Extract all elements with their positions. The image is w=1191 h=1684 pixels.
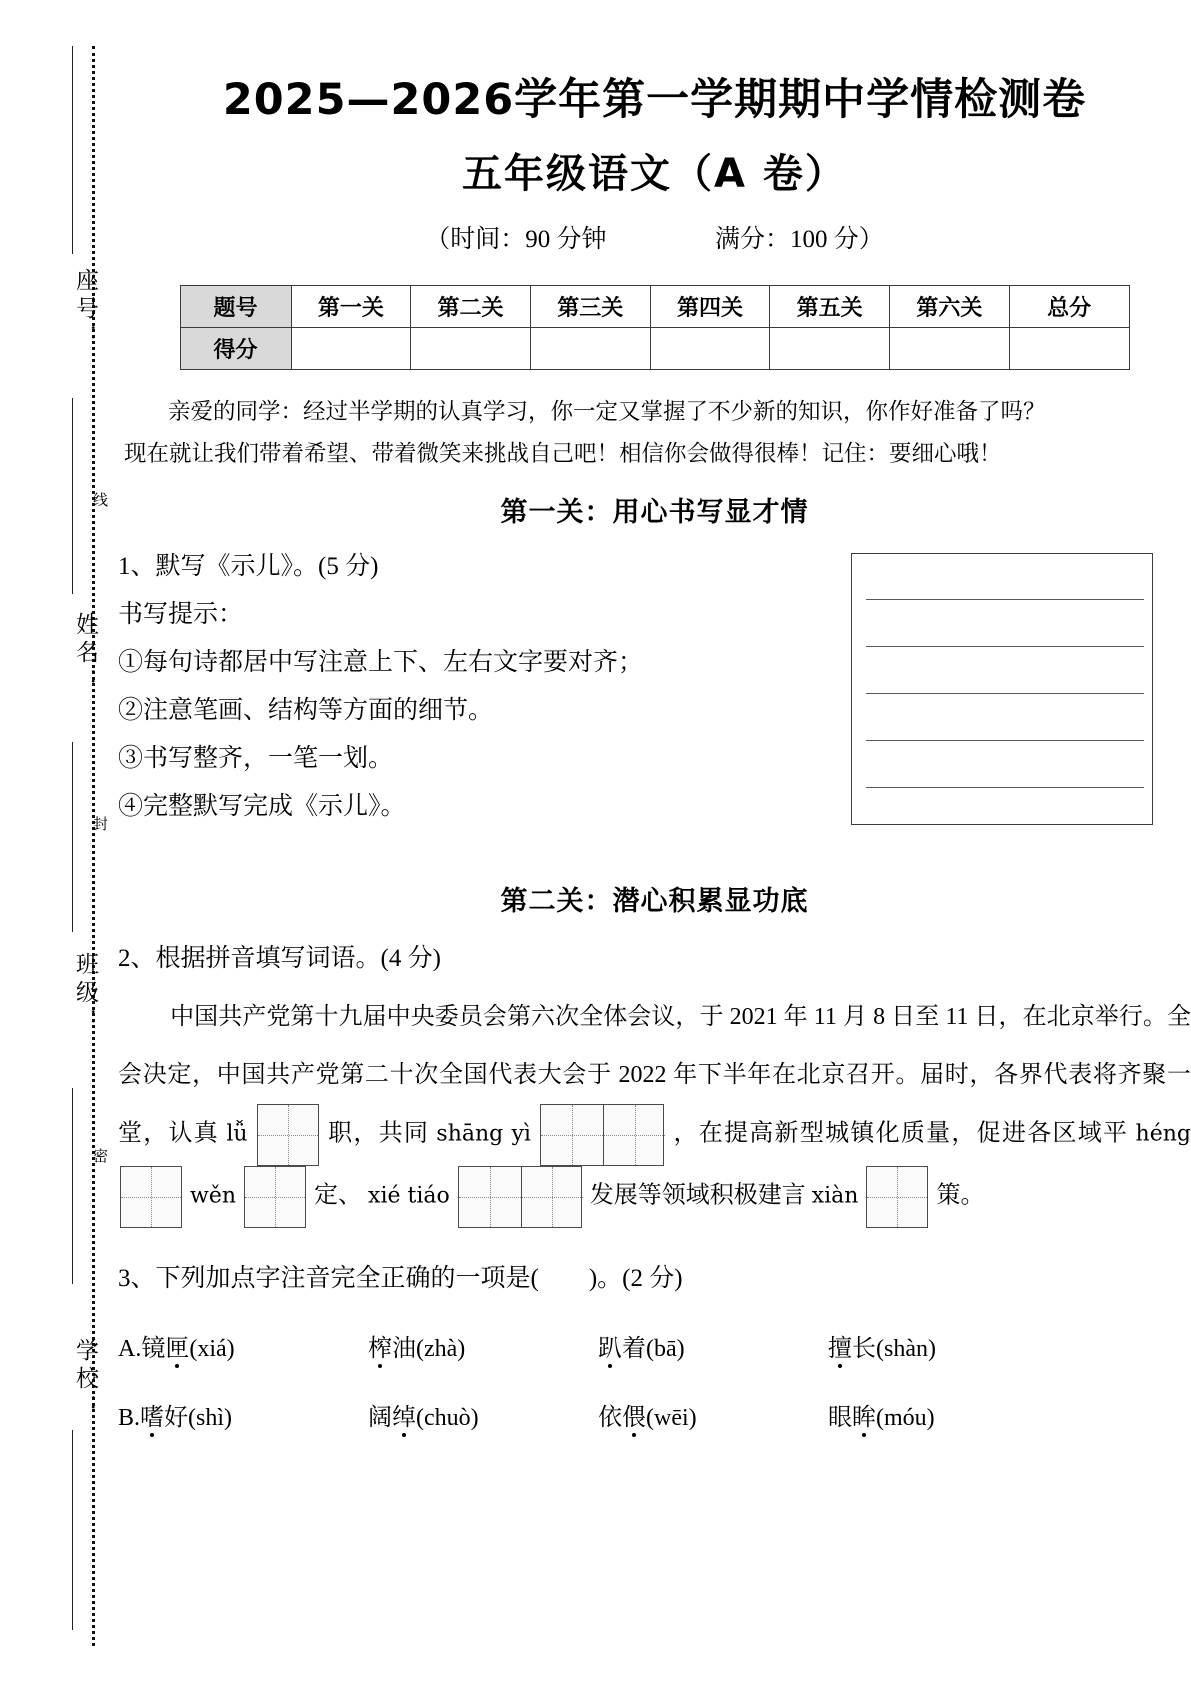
seal-label-school: 学校： [73, 1338, 98, 1422]
option-b-item-4 [828, 1397, 1058, 1432]
question-1-block [118, 543, 1191, 843]
score-table [180, 285, 1130, 370]
option-a-item-4 [828, 1328, 1058, 1363]
pinyin-wen: wěn [190, 1183, 237, 1209]
intro-paragraph [124, 392, 1183, 475]
exam-total-score: 满分：100 分） [715, 226, 884, 254]
option-letter-and-item [118, 1328, 368, 1363]
table-row [180, 286, 1129, 328]
option-a-item-2-dotted-char: 榨 [368, 1328, 392, 1363]
answer-writing-box[interactable] [851, 553, 1153, 825]
exam-title: 2025—2026学年第一学期期中学情检测卷 [222, 75, 1087, 125]
exam-sheet [118, 0, 1191, 1684]
exam-duration: （时间：90 分钟 [425, 226, 607, 254]
option-b-item-1-dotted-char: 嗜 [140, 1397, 164, 1432]
score-table-cell: 第六关 [890, 286, 1010, 328]
score-table-cell: 第二关 [411, 286, 531, 328]
writing-rule-line [866, 646, 1144, 647]
option-letter-and-item [118, 1397, 368, 1432]
option-a-item-3 [598, 1328, 828, 1363]
passage-part-7: 策。 [936, 1182, 985, 1209]
pinyin-xian: xiàn [811, 1183, 859, 1209]
option-a-item-2-post: 油(zhà) [392, 1335, 466, 1362]
option-b-item-3 [598, 1397, 828, 1432]
writing-rule-line [866, 693, 1144, 694]
intro-line-2: 现在就让我们带着希望、带着微笑来挑战自己吧！相信你会做得很棒！记住：要细心哦！ [124, 441, 1002, 468]
score-table-cell: 第一关 [291, 286, 411, 328]
score-table-cell: 总分 [1009, 286, 1129, 328]
writing-hint-label: 书写提示： [118, 600, 244, 628]
grid-blank-6[interactable] [866, 1166, 928, 1228]
option-b-item-2-pre: 阔 [368, 1404, 392, 1431]
writing-rule-line [866, 787, 1144, 788]
option-a-item-4-post: 长(shàn) [852, 1335, 936, 1362]
writing-hint-4: ④完整默写完成《示儿》。 [118, 792, 406, 820]
option-b-item-3-pre: 依 [598, 1404, 622, 1431]
writing-hint-3: ③书写整齐，一笔一划。 [118, 744, 394, 772]
option-b-item-3-dotted-char: 偎 [622, 1397, 646, 1432]
question-2-passage [118, 988, 1191, 1228]
score-input-cell[interactable] [770, 328, 890, 370]
exam-meta [118, 219, 1191, 255]
score-table-cell: 第三关 [530, 286, 650, 328]
seal-mark-seal: 封 [91, 816, 107, 831]
seal-label-name: 姓名： [73, 612, 98, 696]
section-1-heading: 第一关：用心书写显才情 [500, 496, 809, 528]
score-input-cell[interactable] [530, 328, 650, 370]
option-b-item-2-dotted-char: 绰 [392, 1397, 416, 1432]
seal-mark-confidential: 密 [91, 1148, 107, 1163]
option-b-item-2 [368, 1397, 598, 1432]
table-row [180, 328, 1129, 370]
section-2-heading: 第二关：潜心积累显功底 [500, 885, 809, 917]
option-a-item-1-post: (xiá) [189, 1335, 235, 1362]
score-table-row-header: 题号 [180, 286, 291, 328]
pinyin-heng: héng [1135, 1121, 1191, 1147]
option-a-item-3-dotted-char: 趴 [598, 1328, 622, 1363]
option-b-item-4-pre: 眼 [828, 1404, 852, 1431]
option-a-item-2 [368, 1328, 598, 1363]
writing-hint-2: ②注意笔画、结构等方面的细节。 [118, 696, 494, 724]
option-b-item-3-post: (wēi) [646, 1404, 697, 1431]
seal-divider-line-3 [72, 742, 73, 932]
option-b-item-4-post: (móu) [876, 1404, 935, 1431]
question-1-text [118, 543, 718, 831]
option-b-item-2-post: (chuò) [416, 1404, 479, 1431]
score-table-row-header: 得分 [180, 328, 291, 370]
seal-label-seat-number: 座号： [73, 268, 98, 352]
option-a-item-3-post: 着(bā) [622, 1335, 685, 1362]
seal-divider-line-5 [72, 1430, 73, 1630]
seal-strip [0, 0, 118, 1684]
passage-part-6: 发展等领域积极建言 [589, 1182, 806, 1209]
score-input-cell[interactable] [890, 328, 1010, 370]
writing-rule-line [866, 599, 1144, 600]
seal-divider-line-4 [72, 1088, 73, 1284]
option-letter-a: A. [118, 1335, 142, 1362]
question-3-option-a[interactable] [118, 1328, 1191, 1363]
option-a-item-1-pre: 镜 [141, 1335, 166, 1362]
question-1-stem: 1、默写《示儿》。(5 分) [118, 552, 379, 580]
exam-subtitle: 五年级语文（A 卷） [462, 151, 847, 198]
score-table-cell: 第五关 [770, 286, 890, 328]
question-3-option-b[interactable] [118, 1397, 1191, 1432]
seal-label-class: 班级： [73, 952, 98, 1036]
option-a-item-4-dotted-char: 擅 [828, 1328, 852, 1363]
writing-hint-1: ①每句诗都居中写注意上下、左右文字要对齐； [118, 648, 644, 676]
score-input-cell[interactable] [291, 328, 411, 370]
seal-divider-line-1 [72, 46, 73, 254]
score-table-cell: 第四关 [650, 286, 770, 328]
seal-divider-line-2 [72, 398, 73, 594]
grid-blank-3[interactable] [120, 1166, 182, 1228]
passage-part-3: ，在提高新型城镇化质量，促进各区域平 [673, 1120, 1129, 1147]
pinyin-shangyi: shāng yì [436, 1121, 531, 1147]
question-3-stem: 3、下列加点字注音完全正确的一项是( )。(2 分) [118, 1264, 683, 1292]
question-2-stem: 2、根据拼音填写词语。(4 分) [118, 944, 441, 972]
seal-mark-line: 线 [91, 492, 107, 507]
writing-rule-line [866, 740, 1144, 741]
score-input-cell[interactable] [1009, 328, 1129, 370]
grid-blank-5[interactable] [458, 1166, 582, 1228]
passage-part-1: 中国共产党第十九届中央委员会第六次全体会议，于 2021 年 11 月 8 日至 11 日，在北京举行。全会决定，中国共产党第二十次全国代表大会于 2022 年下半年在北京召开。届时，各界代表将齐聚一堂，认真 [118, 1003, 1191, 1147]
passage-part-5: 定、 [314, 1182, 363, 1209]
option-b-item-4-dotted-char: 眸 [852, 1397, 876, 1432]
score-input-cell[interactable] [411, 328, 531, 370]
grid-blank-1[interactable] [257, 1104, 319, 1166]
passage-part-2: 职，共同 [328, 1120, 430, 1147]
option-letter-b: B. [118, 1404, 141, 1431]
intro-line-1: 亲爱的同学：经过半学期的认真学习，你一定又掌握了不少新的知识，你作好准备了吗？ [168, 399, 1046, 426]
pinyin-xietiao: xié tiáo [368, 1183, 450, 1209]
pinyin-lv: lǚ [226, 1121, 248, 1147]
option-b-item-1-post: 好(shì) [164, 1404, 233, 1431]
option-a-item-1-dotted-char: 匣 [165, 1328, 189, 1363]
grid-blank-2[interactable] [540, 1104, 664, 1166]
score-input-cell[interactable] [650, 328, 770, 370]
grid-blank-4[interactable] [244, 1166, 306, 1228]
